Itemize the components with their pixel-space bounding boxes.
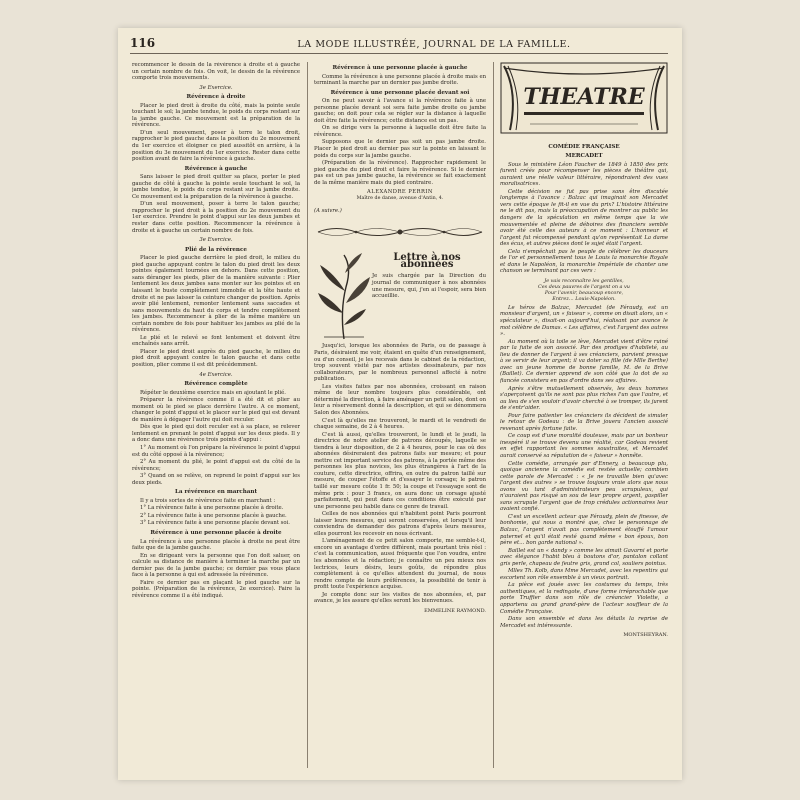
paragraph: Dans son ensemble et dans les détails la reprise de Mercadet est intéressante.	[500, 616, 668, 629]
paragraph: Répéter le deuxième exercice mais en ajoutant le plié.	[140, 389, 286, 396]
verse-line: Ces deux pauvres de l'argent on a vu	[538, 283, 630, 290]
verse	[500, 278, 668, 302]
section-heading: Révérence à une personne placée devant soi	[330, 89, 470, 96]
section-heading: Révérence complète	[184, 381, 248, 388]
paragraph: Dès que le pied qui doit reculer est à sa place, se relever lentement en prenant le point d'appui sur les deux pieds. Il y a donc dans une révérence trois points d'appui :	[132, 424, 300, 444]
paragraph: Après s'être mutuellement observés, les deux hommes s'aperçoivent qu'ils ne sont pas plus riches l'un que l'autre, et au lieu de s'en vouloir d'avoir cherché à se tromper, ils jurent de s'entr'aider.	[500, 385, 668, 412]
section-heading: Révérence à droite	[186, 94, 246, 101]
paragraph: D'un seul mouvement, poser à terre le talon gauche; rapprocher le pied droit à la position du 2e mouvement du 1er exercice. Prendre le point d'appui sur les deux jambes et rester dans cette position. Recommencer la révérence à droite et à gauche un certain nombre de fois.	[132, 201, 300, 234]
ornament-divider	[316, 225, 484, 239]
play-title: MERCADET	[565, 153, 603, 160]
section-heading: Révérence à gauche	[184, 165, 248, 172]
newspaper-page	[118, 28, 682, 780]
paragraph: 1° Au moment où l'on prépare la révérence le point d'appui est du côté opposé à la révérence;	[132, 444, 300, 458]
paragraph: 2° La révérence faite à une personne placée à gauche.	[140, 512, 287, 519]
paragraph: Le plié et le relevé se font lentement et doivent être enchaînés sans arrêt.	[132, 334, 300, 348]
verse-line: Je vais reconnaître les gentilles,	[544, 277, 624, 284]
exercise-label: 3e Exercice.	[199, 237, 233, 244]
paragraph: On se dirige vers la personne à laquelle doit être faite la révérence.	[314, 125, 486, 138]
column-letter	[314, 62, 486, 768]
paragraph: Cette comédie, arrangée par d'Ennery, a beaucoup plu, quoique ancienne la comédie est restée actuelle; combien cette parole de Mercadet : « Je ne travaille bien qu'avec l'argent des autres » se trouve toujours vraie alors que nous avons vu tant d'administrateurs peu scrupuleux, qui n'auraient pas risqué un sou de leur propre argent, gaspiller sans scrupule l'argent que de trop crédules actionnaires leur avaient confié.	[500, 460, 668, 513]
paragraph: Supposons que le dernier pas soit un pas jambe droite. Placer le pied droit au dernier pas sur la pointe en laissant le poids du corps sur la jambe gauche.	[314, 139, 486, 159]
paragraph: recommencer le dessin de la révérence à droite et à gauche un certain nombre de fois. On voit, le dessin de la révérence comporte trois mouvements.	[132, 62, 300, 82]
paragraph: Sous le ministère Léon Faucher de 1849 à 1850 des prix furent créés pour récompenser les pièces de théâtre qui, auraient une réelle valeur littéraire, répondraient des vues moralisatrices.	[500, 161, 668, 188]
paragraph: (Préparation de la révérence). Rapprocher rapidement le pied gauche du pied droit et faire la révérence. Si le dernier pas est un pas jambe gauche, la révérence se fait exactement de la même manière mais du pied contraire.	[314, 160, 486, 186]
page-number: 116	[130, 36, 156, 50]
paragraph: Placer le pied droit auprès du pied gauche, le milieu du pied droit appuyant contre le talon gauche et dans cette position, plier comme il est dit précédemment.	[132, 348, 300, 368]
paragraph: Celles de nos abonnées qui n'habitent point Paris pourront laisser leurs mesures, qui seront conservées, et lorsqu'il leur conviendra de demander des patrons d'après leurs mesures, elles pourront les recevoir en nous écrivant.	[314, 511, 486, 537]
theatre-signature: MONTSHEYRAN.	[623, 632, 668, 639]
paragraph: Jusqu'ici, lorsque les abonnées de Paris, ou de passage à Paris, désiraient me voir, étaient en quête d'un renseignement, ou d'un conseil, je les recevais dans le cabinet de la rédaction, trop souvent visité par nos artistes dessinateurs, par nos collaborateurs, par le nombreux personnel affecté à notre publication.	[314, 343, 486, 383]
theatre-name: COMÉDIE FRANÇAISE	[548, 143, 620, 150]
running-title: LA MODE ILLUSTRÉE, JOURNAL DE LA FAMILLE.	[297, 39, 571, 50]
letter-title-block	[314, 251, 486, 343]
paragraph: Mlles Th. Kolb, dans Mme Mercadet, avec les repentirs qui escortent son rôle ensemble à un vieux portrait.	[500, 568, 668, 581]
paragraph: 2° Au moment du plié, le point d'appui est du côté de la révérence;	[132, 459, 300, 472]
paragraph: Je compte donc sur les visites de nos abonnées, et, par avance, je les assure qu'elles seront les bienvenues.	[314, 591, 486, 605]
section-heading: Plié de la révérence	[185, 246, 247, 253]
section-heading: Révérence à une personne placée à gauche	[332, 65, 468, 71]
paragraph: Le héros de Balzac, Mercadet (de Féraudy, est un monsieur d'argent, un « faiseur », comme on disait alors, un « spéculateur », disait-on aujourd'hui, réalisant par avance le mot célèbre de Dumas. « Les affaires, c'est l'argent des autres ».	[500, 304, 668, 338]
section-heading: La révérence en marchant	[174, 489, 258, 496]
paragraph: Pour faire patienter les créanciers ils décident de simuler le retour de Godeau : de la Brive jouera l'ancien associé revenant après fortune faite.	[500, 412, 668, 432]
verse-line: Entrez… Louis-Napoléon.	[552, 295, 616, 302]
column-rule	[493, 62, 494, 768]
paragraph: Placer le pied droit à droite du côté, mais la pointe seule touchant le sol; la jambe tendue, le poids du corps restant sur la jambe gauche. Ce mouvement est la préparation de la révérence.	[132, 102, 300, 129]
paragraph: Préparer la révérence comme il a été dit et plier au moment où le pied se place derrière l'autre. A ce moment, changer le point d'appui et le placer sur le pied qui est devant de manière à dégager l'autre qui doit reculer.	[132, 397, 300, 423]
paragraph: 3° Quand on se relève, on reprend le point d'appui sur les deux pieds.	[132, 473, 300, 486]
banner-title: THEATRE	[523, 84, 645, 110]
paragraph: On ne peut savoir à l'avance si la révérence faite à une personne placée devant soi sera faite jambe droite ou jambe gauche; on doit pour cela se régler sur la distance à laquelle doit être faite la révérence; cette distance est un pas.	[314, 98, 486, 124]
paragraph: L'aménagement de ce petit salon comporte, me semble-t-il, encore un avantage d'ordre différent, mais pourtant très réel : c'est la communication, aussi fréquente que l'on voudra, entre les abonnées et la rédaction; je connaître un peu mieux nos lectrices, leurs désirs, leurs goûts, de répondre plus complètement à ce qu'elles attendent du journal, de nous rendre compte de leurs préférences, la possibilité de tenir à profit toute l'expérience acquise.	[314, 538, 486, 591]
paragraph: D'un seul mouvement, poser à terre le talon droit, rapprocher le pied gauche dans la position du 2e mouvement du 1er exercice et éloigner ce pied aussitôt en arrière, à la position du 3e mouvement du 1er exercice. Rester dans cette position avant de faire la révérence à gauche.	[132, 129, 300, 163]
paragraph: 3° La révérence faite à une personne placée devant soi.	[140, 520, 290, 527]
paragraph: 1° La révérence faite à une personne placée à droite.	[140, 505, 284, 512]
column-rule	[307, 62, 308, 768]
paragraph: Cela n'empêchait pas le peuple de célébrer les douceurs de l'or et personnellement tous le Louis la monarchie Royale et dans le Napoléon, la monarchie Impériale de chanter une chanson se terminant par ces vers :	[500, 248, 668, 275]
letter-signature: EMMELINE RAYMOND.	[424, 607, 486, 614]
paragraph: Placer le pied gauche derrière le pied droit, le milieu du pied gauche appuyant contre le talon du pied droit les deux pointes également tournées en dehors. Dans cette position, sans déranger les pieds, plier de la manière suivante : Plier lentement les deux jambes sans monter sur les pointes et en laissant le buste complètement immobile et la tête haute et droite et ne pas laisser la ceinture changer de position. Après avoir plié lentement, remonter lentement sans saccades et sans mouvements du haut du corps et tendre complètement les jambes. Recommencer à plier de la même manière un certain nombre de fois pour habituer les jambes au plié de la révérence.	[132, 255, 300, 334]
paragraph: Les visites faites par nos abonnées, croissant en raison même de leur nombre toujours plus considérable, ont déterminé la direction, à faire aménager un petit salon, dont on leur a réservement donné la description, et qui se dénommera Salon des Abonnées.	[314, 383, 486, 416]
paragraph: Sans laisser le pied droit quitter sa place, porter le pied gauche de côté à gauche la pointe seule touchant le sol, la jambe tendue, le poids du corps restant sur la jambe droite. Ce mouvement est la préparation de la révérence à gauche.	[132, 174, 300, 200]
section-heading: Révérence à une personne placée à droite	[150, 530, 282, 536]
paragraph: Au moment où la toile se lève, Mercadet vient d'être ruiné par la fuite de son associé. Par des prodiges d'habileté, au lieu de donner de l'argent à ses créanciers, parvient presque à se servir de leur argent; il va doter sa fille (de Mlle Berthe) avec un jeune homme de bonne famille, M. de la Brive (Baillet). Ce dernier apprend de son côté que la dot de sa fiancée consistera en pas d'ordre dans ses affaires.	[500, 338, 668, 384]
paragraph: Je suis chargée par la Direction du journal de communiquer à nos abonnées une mesure, qui, j'en ai l'espoir, sera bien accueillie.	[372, 273, 486, 300]
to-be-continued: (A suivre.)	[314, 208, 342, 215]
exercise-label: 3e Exercice.	[199, 84, 233, 91]
letter-opening	[372, 273, 486, 300]
column-dance-lesson	[132, 62, 300, 768]
page-header	[130, 36, 668, 54]
paragraph: C'est là aussi, qu'elles trouveront, le lundi et le jeudi, la directrice de notre atelier de patrons découpés, laquelle se tiendra à leur disposition, de 2 à 4 heures, pour le cas où des abonnées désireraient des patrons faits sur mesure; et pour mettre cet important service des patrons, à la portée même des personnes les plus novices, les plus étrangères à l'art de la couture, cette directrice, offrira, en outre du patron taillé sur mesure, de couper l'étoffe et d'essayer le corsage; le patron taillé sur mesure coûte 1 fr. 50; la coupe et l'essayage sont de même prix : pour 3 francs, on aura donc un corsage ajusté parfaitement, qui peut dans ces conditions être exécuté par une personne peu habile dans ce genre de travail.	[314, 431, 486, 510]
paragraph: Faire ce dernier pas en plaçant le pied gauche sur la pointe. (Préparation de la révérence, 2e exercice). Faire la révérence comme il a été indiqué.	[132, 579, 300, 599]
author-name: ALEXANDRE PERRIN	[367, 189, 433, 196]
paragraph: Cette décision ne fut pas prise sans être discutée longtemps à l'avance : Balzac qui imaginait son Mercadet vers cette époque le fit-il en vue du prix? L'histoire littéraire ne le dit pas, mais la préoccupation de montrer au public les dangers de la spéculation en même temps que la vie mouvementée et pleine de déboires des financiers semble avoir été celle des auteurs à ce moment : L'honneur et l'argent fut récompensé pendant qu'on représentait La dame des écus, et autres pièces dont le sujet était l'argent.	[500, 188, 668, 248]
paragraph: En se dirigeant vers la personne que l'on doit saluer, on calcule sa distance de manière à terminer la marche par un dernier pas de la jambe gauche; ce dernier pas vous place face à la personne à qui est adressée la révérence.	[132, 552, 300, 579]
paragraph: Comme la révérence à une personne placée à droite mais en terminant la marche par un dernier pas jambe droite.	[314, 73, 486, 87]
letter-title: Lettre à nos abonnées	[393, 252, 461, 271]
paragraph: La révérence à une personne placée à droite ne peut être faite que de la jambe gauche.	[132, 538, 300, 552]
column-theatre	[500, 62, 668, 768]
exercise-label: 4e Exercice.	[199, 371, 233, 378]
paragraph: Il y a trois sortes de révérence faite en marchant :	[140, 497, 276, 504]
foliage-illustration	[314, 251, 374, 341]
theatre-banner	[500, 62, 668, 134]
verse-line: Pour l'avenir, beaucoup encore,	[544, 289, 624, 296]
paragraph: Ce coup est d'une moralité douteuse, mais par un bonheur inespéré il se trouve devenu une réalité, car Godeau revient en effet rapportant les sommes soustraites, et Mercadet aurait conservé sa réputation de « faiseur » honnête.	[500, 433, 668, 459]
paragraph: C'est là qu'elles me trouveront, le mardi et le vendredi de chaque semaine, de 2 à 4 heures.	[314, 417, 486, 431]
paragraph: Baillet est un « dandy » comme les aimait Gavarni et porte avec élégance l'habit bleu à boutons d'or, pantalon collant gris perle, chapeau de feutre gris, grand col, souliers pointus.	[500, 547, 668, 567]
paragraph: C'est un excellent acteur que Féraudy, plein de finesse, de bonhomie, qui nous a montré que, chez le personnage de Balzac, l'argent n'avait pas complètement étouffé l'amour paternel et qu'il était resté quand même « bon époux, bon père et… bon garde national ».	[500, 513, 668, 547]
author-role: Maître de danse, avenue d'Antin, 4.	[356, 195, 444, 201]
paragraph: La pièce est jouée avec les costumes du temps, très authentiques, et la redingote, d'une forme irréprochable que porte Truffier dans son rôle de créancier Violette, a appartenu au grand grand-père de l'acteur souffleur de la Comédie Française.	[500, 582, 668, 615]
